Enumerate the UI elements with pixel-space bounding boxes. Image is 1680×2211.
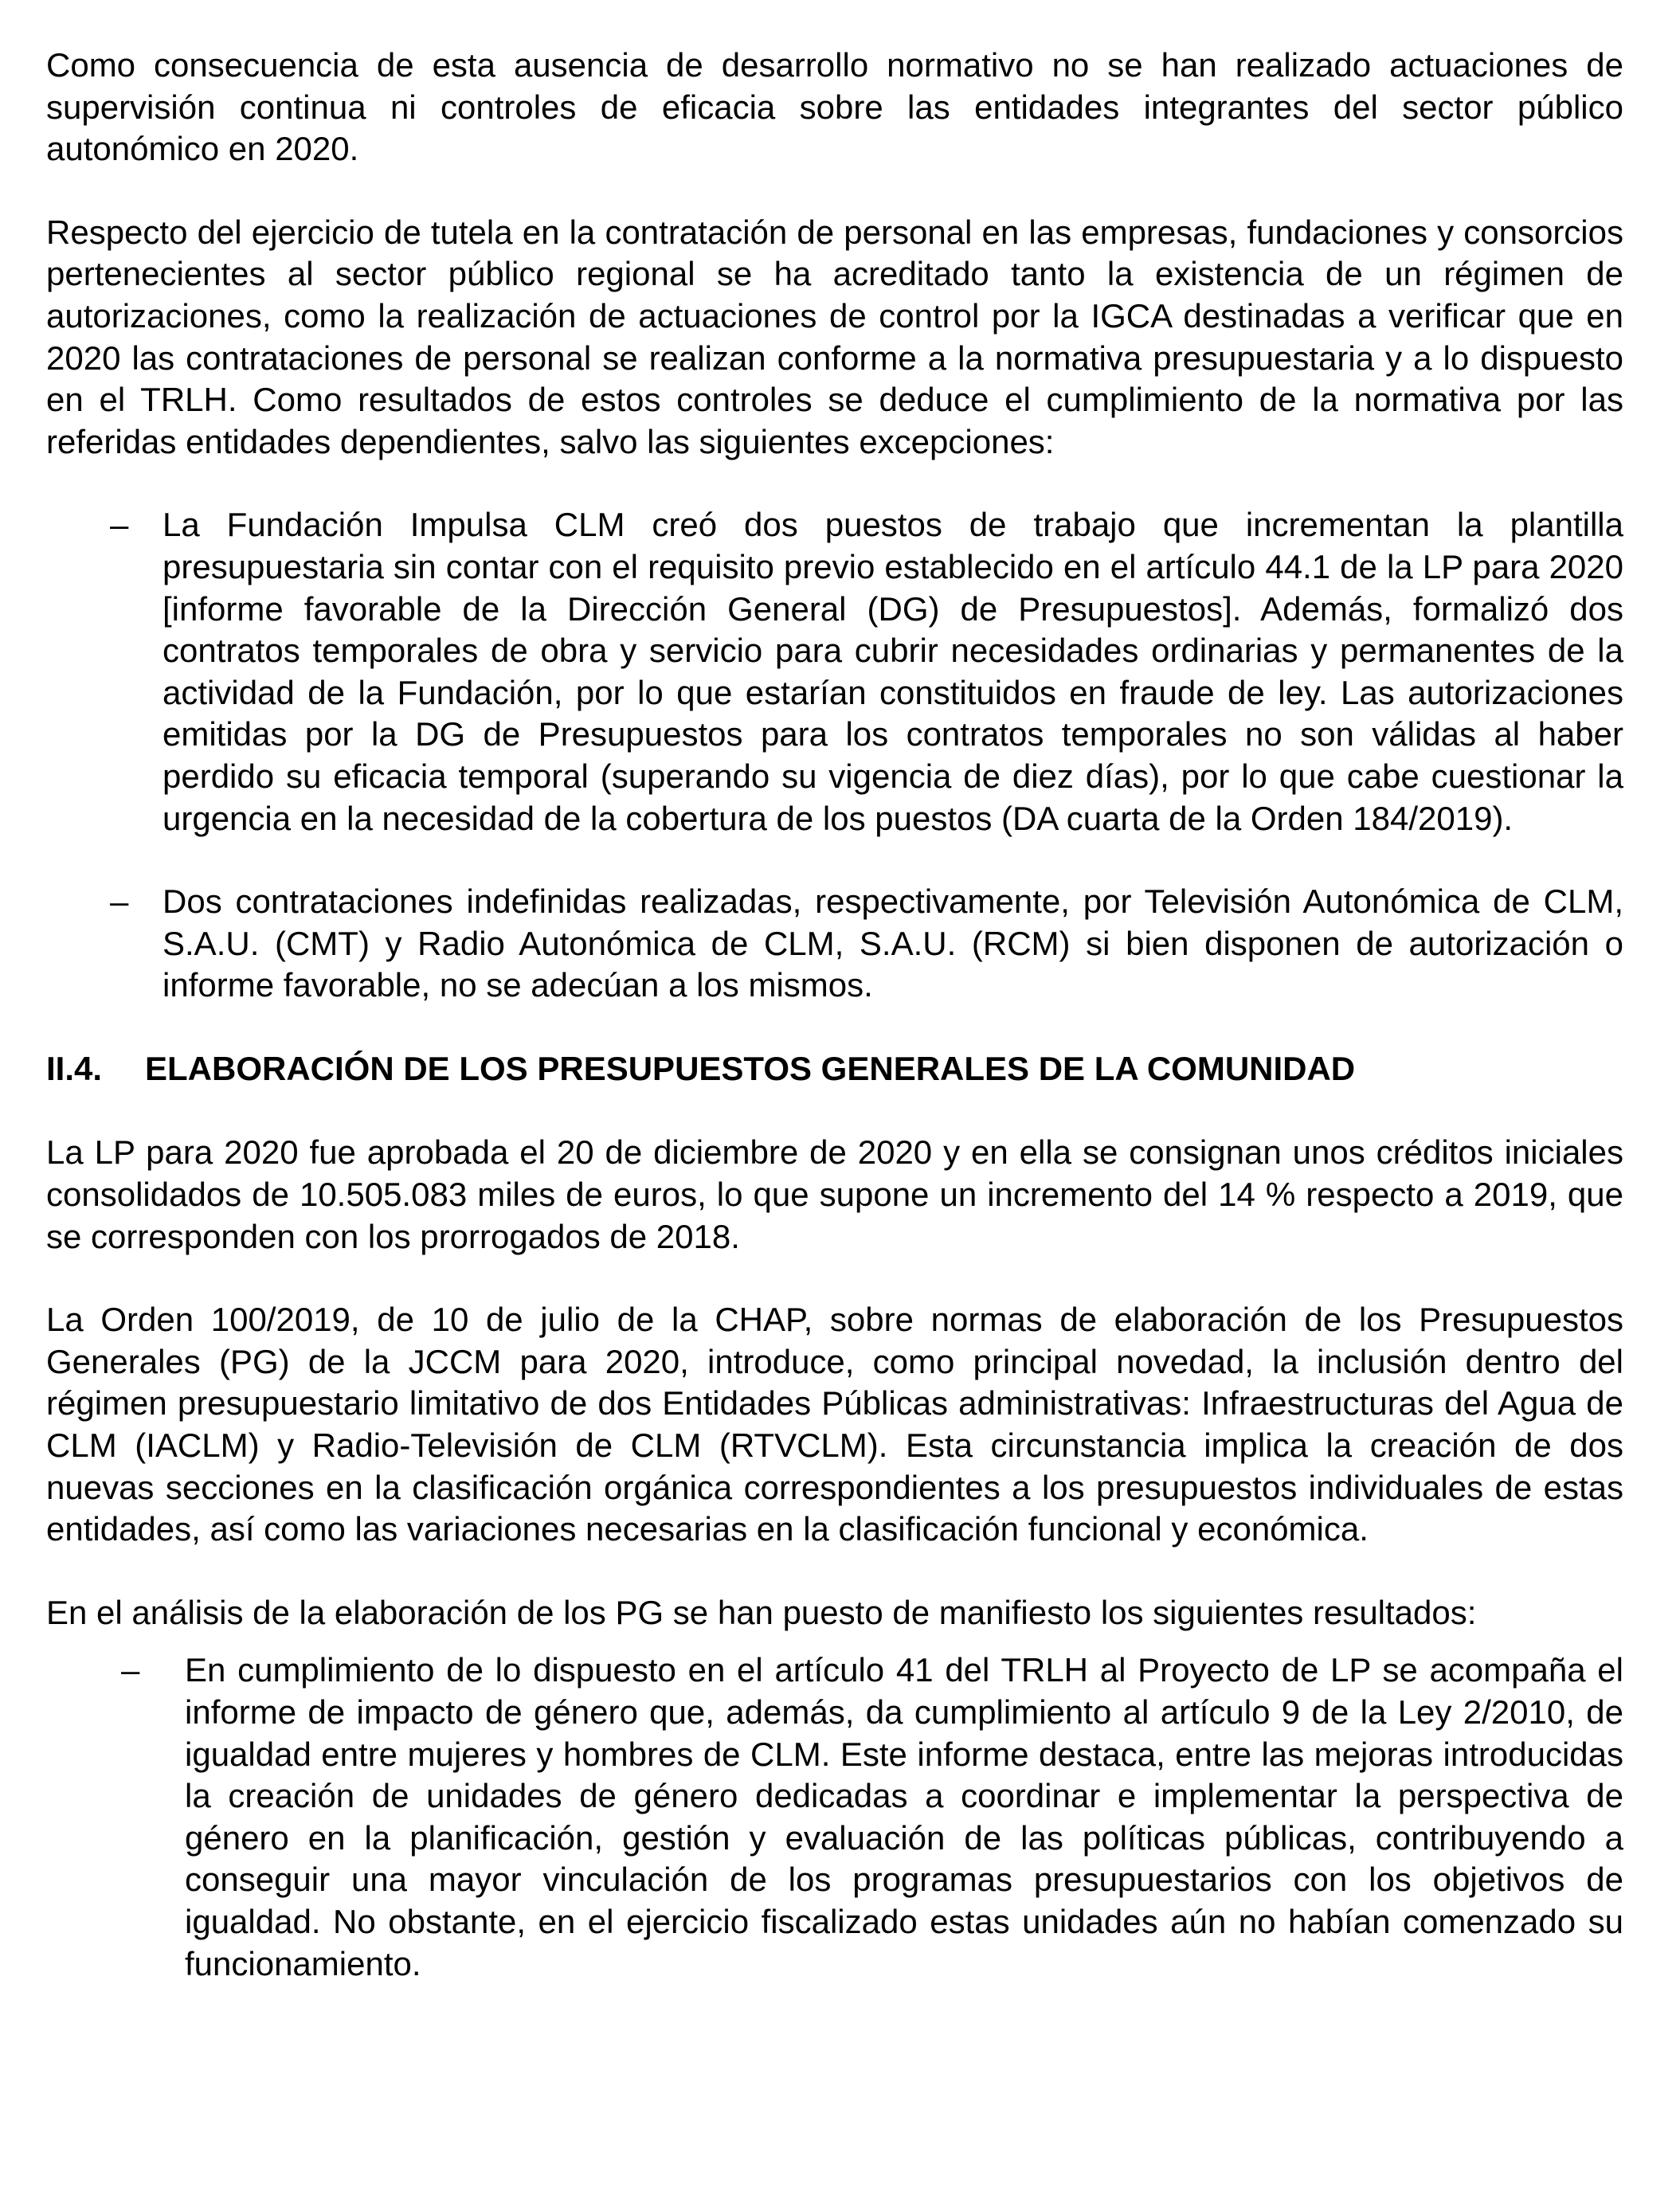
section-title: ELABORACIÓN DE LOS PRESUPUESTOS GENERALES DE LA COMUNIDAD — [145, 1049, 1356, 1087]
bullet-dash-icon: – — [110, 506, 129, 544]
list-item-text: Dos contrataciones indefinidas realizadas, respectivamente, por Televisión Autonómica de CLM, S.A.U. (CMT) y Radio Autonómica de CLM, S.A.U. (RCM) si bien disponen de autorización o informe favorable, no se adecúan a los mismos. — [163, 882, 1623, 1004]
section-number: II.4. — [46, 1049, 103, 1087]
list-item-contrataciones-indefinidas — [46, 881, 1623, 1007]
bullet-dash-icon: – — [110, 882, 129, 921]
paragraph-tutela: Respecto del ejercicio de tutela en la contratación de personal en las empresas, fundaciones y consorcios pertenecientes al sector público regional se ha acreditado tanto la existencia de un régimen de autorizaciones, como la realización de actuaciones de control por la IGCA destinadas a verificar que en 2020 las contrataciones de personal se realizan conforme a la normativa presupuestaria y a lo dispuesto en el TRLH. Como resultados de estos controles se deduce el cumplimiento de la normativa por las referidas entidades dependientes, salvo las siguientes excepciones: — [46, 213, 1623, 460]
list-item-text: En cumplimiento de lo dispuesto en el artículo 41 del TRLH al Proyecto de LP se acompaña el informe de impacto de género que, además, da cumplimiento al artículo 9 de la Ley 2/2010, de igualdad entre mujeres y hombres de CLM. Este informe destaca, entre las mejoras introducidas la creación de unidades de género dedicadas a coordinar e implementar la perspectiva de género en la planificación, gestión y evaluación de las políticas públicas, contribuyendo a conseguir una mayor vinculación de los programas presupuestarios con los objetivos de igualdad. No obstante, en el ejercicio fiscalizado estas unidades aún no habían comenzado su funcionamiento. — [185, 1651, 1623, 1982]
document-page — [46, 45, 1623, 1985]
paragraph-supervision: Como consecuencia de esta ausencia de desarrollo normativo no se han realizado actuaciones de supervisión continua ni controles de eficacia sobre las entidades integrantes del sector público autonómico en 2020. — [46, 46, 1623, 168]
paragraph-lp-2020: La LP para 2020 fue aprobada el 20 de diciembre de 2020 y en ella se consignan unos créditos iniciales consolidados de 10.505.083 miles de euros, lo que supone un incremento del 14 % respecto a 2019, que se corresponden con los prorrogados de 2018. — [46, 1133, 1623, 1255]
section-heading — [46, 1048, 1623, 1090]
list-item-text: La Fundación Impulsa CLM creó dos puestos de trabajo que incrementan la plantilla presupuestaria sin contar con el requisito previo establecido en el artículo 44.1 de la LP para 2020 [informe favorable de la Dirección General (DG) de Presupuestos]. Además, formalizó dos contratos temporales de obra y servicio para cubrir necesidades ordinarias y permanentes de la actividad de la Fundación, por lo que estarían constituidos en fraude de ley. Las autorizaciones emitidas por la DG de Presupuestos para los contratos temporales no son válidas al haber perdido su eficacia temporal (superando su vigencia de diez días), por lo que cabe cuestionar la urgencia en la necesidad de la cobertura de los puestos (DA cuarta de la Orden 184/2019). — [163, 506, 1623, 837]
list-item-fundacion-impulsa — [46, 504, 1623, 839]
paragraph-analisis: En el análisis de la elaboración de los PG se han puesto de manifiesto los siguientes resultados: — [46, 1593, 1477, 1631]
bullet-dash-icon: – — [121, 1651, 140, 1689]
paragraph-orden-100: La Orden 100/2019, de 10 de julio de la CHAP, sobre normas de elaboración de los Presupuestos Generales (PG) de la JCCM para 2020, introduce, como principal novedad, la inclusión dentro del régimen presupuestario limitativo de dos Entidades Públicas administrativas: Infraestructuras del Agua de CLM (IACLM) y Radio-Televisión de CLM (RTVCLM). Esta circunstancia implica la creación de dos nuevas secciones en la clasificación orgánica correspondientes a los presupuestos individuales de estas entidades, así como las variaciones necesarias en la clasificación funcional y económica. — [46, 1301, 1623, 1548]
list-item-impacto-genero — [46, 1649, 1623, 1985]
